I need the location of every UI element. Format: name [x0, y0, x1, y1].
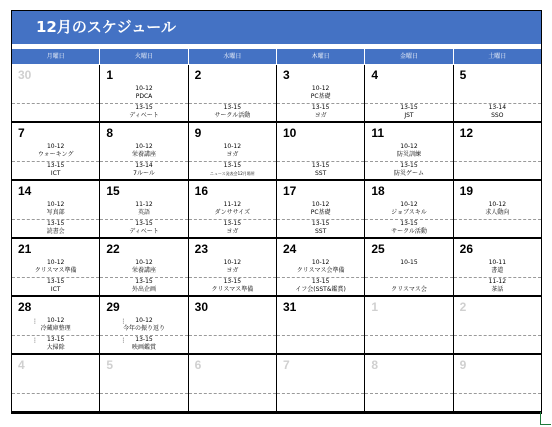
slot-event: ヨガ — [226, 267, 239, 274]
schedule-slot[interactable] — [100, 142, 187, 162]
week-row — [12, 65, 541, 123]
slot-time: 10-12 — [135, 85, 153, 92]
schedule-slot[interactable] — [454, 200, 541, 220]
weekday-header-row — [12, 49, 541, 64]
schedule-slot[interactable] — [12, 335, 99, 354]
schedule-slot[interactable] — [454, 277, 541, 296]
day-cell[interactable] — [100, 65, 188, 123]
schedule-slot[interactable] — [189, 277, 276, 296]
bracket-marker: ⋮ — [120, 337, 127, 344]
schedule-slot[interactable] — [277, 103, 364, 122]
schedule-slot[interactable] — [189, 103, 276, 122]
slot-time: 13-15 — [223, 162, 242, 169]
day-cell[interactable] — [454, 123, 541, 181]
day-cell[interactable] — [365, 355, 453, 413]
slot-time: 10-12 — [488, 201, 507, 208]
day-cell[interactable] — [365, 239, 453, 297]
slot-event: PDCA — [135, 93, 153, 100]
schedule-slot[interactable] — [277, 142, 364, 162]
slot-event: ウォーキング — [37, 151, 74, 158]
slot-time: 11-12 — [223, 201, 242, 208]
day-number: 24 — [282, 242, 297, 256]
day-cell[interactable] — [365, 65, 453, 123]
schedule-slot[interactable] — [100, 219, 187, 238]
slot-event: ヨガ — [226, 228, 239, 235]
day-cell[interactable] — [277, 297, 365, 355]
schedule-slot[interactable] — [454, 84, 541, 104]
slot-time: 10-12 — [311, 85, 330, 92]
day-number: 2 — [194, 68, 202, 82]
day-number: 14 — [18, 184, 32, 198]
schedule-slot[interactable] — [454, 219, 541, 238]
slot-event: 防災ゲーム — [393, 170, 424, 177]
day-number: 12 — [459, 126, 473, 140]
slot-event: 7ルール — [133, 170, 155, 177]
week-row — [12, 297, 541, 355]
slot-event: PC基礎 — [310, 209, 331, 216]
schedule-slot[interactable] — [12, 277, 99, 296]
day-cell[interactable] — [454, 297, 541, 355]
schedule-slot[interactable] — [100, 258, 187, 278]
slot-event: SST — [315, 228, 327, 235]
schedule-slot[interactable] — [365, 277, 452, 296]
week-row — [12, 123, 541, 181]
schedule-slot[interactable] — [454, 393, 541, 412]
slot-event: PC基礎 — [310, 93, 331, 100]
slot-event: サークル活動 — [214, 112, 251, 119]
day-cell[interactable] — [12, 181, 100, 239]
slot-time: 13-15 — [311, 278, 330, 285]
slot-event: ニュース発表会12月場所 — [209, 171, 255, 176]
schedule-slot[interactable] — [365, 258, 452, 278]
slot-time: 10-12 — [46, 317, 65, 324]
day-number: 4 — [18, 358, 25, 372]
day-number: 10 — [282, 126, 297, 140]
schedule-slot[interactable] — [277, 200, 364, 220]
schedule-slot[interactable] — [365, 142, 452, 162]
day-number: 16 — [194, 184, 209, 198]
day-number: 11 — [371, 126, 384, 140]
slot-time: 13-15 — [223, 278, 242, 285]
slot-event: クリスマス準備 — [211, 286, 254, 293]
day-number: 21 — [18, 242, 32, 256]
slot-event: 防災訓練 — [396, 151, 421, 158]
schedule-slot[interactable] — [189, 200, 276, 220]
day-cell[interactable] — [12, 239, 100, 297]
slot-event: 映画鑑賞 — [131, 344, 156, 351]
slot-time: 13-15 — [400, 104, 418, 111]
slot-time: 13-15 — [46, 278, 65, 285]
day-number: 6 — [194, 358, 202, 372]
day-cell[interactable] — [189, 123, 277, 181]
schedule-slot[interactable] — [365, 335, 452, 354]
slot-time: 10-12 — [311, 259, 330, 266]
slot-event: ダンササイズ — [214, 209, 251, 216]
slot-time: 11-12 — [135, 201, 153, 208]
day-cell[interactable] — [100, 355, 188, 413]
day-number: 17 — [282, 184, 297, 198]
schedule-slot[interactable] — [277, 161, 364, 180]
day-cell[interactable] — [277, 355, 365, 413]
slot-event: ヨガ — [314, 112, 327, 119]
weekday-header: 火曜日 — [100, 49, 188, 64]
schedule-slot[interactable] — [365, 219, 452, 238]
schedule-slot[interactable] — [365, 393, 452, 412]
slot-event: ジョブスキル — [391, 209, 427, 216]
slot-event: SST — [315, 170, 327, 177]
schedule-slot[interactable] — [454, 103, 541, 122]
slot-time: 13-15 — [135, 104, 153, 111]
day-number: 26 — [459, 242, 473, 256]
schedule-slot[interactable] — [365, 374, 452, 394]
day-cell[interactable] — [277, 123, 365, 181]
schedule-slot[interactable] — [277, 277, 364, 296]
weekday-header: 金曜日 — [365, 49, 453, 64]
schedule-slot[interactable] — [100, 335, 187, 354]
day-number: 25 — [371, 242, 385, 256]
day-cell[interactable] — [454, 65, 541, 123]
day-number: 29 — [106, 300, 120, 314]
schedule-slot[interactable] — [277, 258, 364, 278]
schedule-slot[interactable] — [100, 200, 187, 220]
day-cell[interactable] — [12, 297, 100, 355]
slot-event: 英語 — [137, 209, 150, 216]
schedule-slot[interactable] — [454, 316, 541, 336]
schedule-slot[interactable] — [12, 393, 99, 412]
slot-event: 大掃除 — [46, 344, 65, 351]
slot-event: ヨガ — [226, 151, 239, 158]
schedule-slot[interactable] — [100, 84, 187, 104]
schedule-slot[interactable] — [365, 103, 452, 122]
slot-event: 求人動向 — [485, 209, 510, 216]
schedule-slot[interactable] — [454, 258, 541, 278]
slot-time: 13-15 — [223, 104, 242, 111]
slot-event: ICT — [50, 170, 61, 177]
slot-event: クリスマス会 — [391, 286, 427, 293]
schedule-slot[interactable] — [100, 103, 187, 122]
slot-event: クリスマス会準備 — [296, 267, 345, 274]
day-cell[interactable] — [277, 65, 365, 123]
day-number: 15 — [106, 184, 120, 198]
day-number: 30 — [18, 68, 32, 82]
weekday-header: 水曜日 — [189, 49, 277, 64]
schedule-slot[interactable] — [189, 142, 276, 162]
slot-event: 栄養講座 — [131, 267, 156, 274]
day-number: 9 — [194, 126, 202, 140]
schedule-slot[interactable] — [277, 84, 364, 104]
slot-time: 10-12 — [46, 201, 65, 208]
schedule-slot[interactable] — [12, 103, 99, 122]
slot-time: 13-15 — [46, 162, 65, 169]
schedule-slot[interactable] — [100, 374, 187, 394]
day-number: 7 — [18, 126, 25, 140]
slot-event: イフ会(SST&鑑賞) — [295, 286, 346, 293]
day-cell[interactable] — [100, 181, 188, 239]
week-row — [12, 239, 541, 297]
slot-event: 今年の振り返り — [122, 325, 165, 332]
slot-time: 13-15 — [223, 220, 242, 227]
slot-event: 茶話 — [491, 286, 504, 293]
calendar-sheet — [11, 10, 542, 414]
schedule-slot[interactable] — [12, 316, 99, 336]
day-cell[interactable] — [454, 239, 541, 297]
day-number: 5 — [459, 68, 467, 82]
slot-event: サークル活動 — [391, 228, 427, 235]
day-cell[interactable] — [365, 123, 453, 181]
slot-time: 10-12 — [135, 259, 153, 266]
slot-time: 10-12 — [46, 259, 65, 266]
day-number: 5 — [106, 358, 114, 372]
slot-time: 10-12 — [311, 201, 330, 208]
schedule-slot[interactable] — [12, 219, 99, 238]
day-cell[interactable] — [100, 123, 188, 181]
weekday-header: 木曜日 — [277, 49, 365, 64]
slot-time: 13-15 — [311, 104, 330, 111]
slot-event: 外出企画 — [131, 286, 156, 293]
slot-event: 冷蔵庫整理 — [40, 325, 71, 332]
schedule-slot[interactable] — [189, 258, 276, 278]
day-number: 1 — [371, 300, 378, 314]
schedule-slot[interactable] — [189, 84, 276, 104]
day-cell[interactable] — [454, 355, 541, 413]
slot-time: 13-15 — [135, 220, 153, 227]
selection-corner-marker — [540, 412, 551, 425]
schedule-slot[interactable] — [189, 161, 276, 180]
slot-time: 10-12 — [46, 143, 65, 150]
day-cell[interactable] — [189, 355, 277, 413]
day-cell[interactable] — [365, 181, 453, 239]
schedule-slot[interactable] — [454, 374, 541, 394]
schedule-slot[interactable] — [12, 84, 99, 104]
slot-event: ICT — [50, 286, 61, 293]
schedule-slot[interactable] — [365, 200, 452, 220]
slot-time: 10-15 — [400, 259, 418, 266]
schedule-slot[interactable] — [189, 393, 276, 412]
schedule-slot[interactable] — [454, 142, 541, 162]
slot-time: 13-15 — [46, 336, 65, 343]
day-number: 8 — [371, 358, 378, 372]
day-number: 31 — [282, 300, 297, 314]
day-cell[interactable] — [100, 239, 188, 297]
slot-time: 13-15 — [311, 162, 330, 169]
slot-time: 10-12 — [223, 259, 242, 266]
schedule-slot[interactable] — [12, 374, 99, 394]
schedule-slot[interactable] — [100, 277, 187, 296]
day-cell[interactable] — [277, 239, 365, 297]
slot-event: SSO — [491, 112, 504, 119]
week-row — [12, 355, 541, 413]
slot-time: 13-14 — [135, 162, 153, 169]
bracket-marker: ⋮ — [32, 337, 38, 344]
schedule-slot[interactable] — [100, 161, 187, 180]
slot-event: ディベート — [129, 228, 159, 235]
day-number: 7 — [282, 358, 290, 372]
schedule-slot[interactable] — [12, 200, 99, 220]
slot-time: 10-12 — [223, 143, 242, 150]
day-number: 18 — [371, 184, 385, 198]
weekday-header: 月曜日 — [12, 49, 100, 64]
day-cell[interactable] — [189, 239, 277, 297]
day-number: 2 — [459, 300, 467, 314]
day-cell[interactable] — [454, 181, 541, 239]
slot-time: 11-12 — [488, 278, 507, 285]
slot-event: 写真部 — [46, 209, 65, 216]
slot-time: 13-14 — [488, 104, 507, 111]
schedule-slot[interactable] — [100, 316, 187, 336]
day-cell[interactable] — [100, 297, 188, 355]
slot-event: クリスマス準備 — [34, 267, 77, 274]
schedule-slot[interactable] — [100, 393, 187, 412]
schedule-slot[interactable] — [365, 84, 452, 104]
slot-event: JST — [404, 112, 414, 119]
schedule-slot[interactable] — [12, 142, 99, 162]
day-cell[interactable] — [189, 297, 277, 355]
day-number: 19 — [459, 184, 473, 198]
day-cell[interactable] — [277, 181, 365, 239]
schedule-slot[interactable] — [189, 335, 276, 354]
schedule-slot[interactable] — [365, 316, 452, 336]
day-number: 28 — [18, 300, 32, 314]
schedule-slot[interactable] — [277, 219, 364, 238]
schedule-slot[interactable] — [277, 316, 364, 336]
slot-time: 10-12 — [135, 143, 153, 150]
calendar-grid — [12, 65, 541, 413]
slot-time: 13-15 — [46, 220, 65, 227]
day-cell[interactable] — [12, 65, 100, 123]
day-cell[interactable] — [189, 181, 277, 239]
slot-event: 栄養講座 — [131, 151, 156, 158]
schedule-slot[interactable] — [277, 335, 364, 354]
slot-time: 13-15 — [311, 220, 330, 227]
slot-time: 13-15 — [400, 162, 418, 169]
bracket-marker: ⋮ — [32, 318, 38, 325]
slot-time: 13-15 — [400, 220, 418, 227]
schedule-slot[interactable] — [277, 393, 364, 412]
slot-time: 10-12 — [135, 317, 153, 324]
schedule-slot[interactable] — [365, 161, 452, 180]
slot-event: 読書会 — [46, 228, 65, 235]
day-cell[interactable] — [365, 297, 453, 355]
day-cell[interactable] — [12, 355, 100, 413]
schedule-slot[interactable] — [12, 258, 99, 278]
slot-time: 13-15 — [135, 278, 153, 285]
slot-time: 10-12 — [400, 143, 418, 150]
bracket-marker: ⋮ — [120, 318, 127, 325]
slot-event: ディベート — [129, 112, 159, 119]
day-number: 22 — [106, 242, 120, 256]
schedule-slot[interactable] — [277, 374, 364, 394]
day-number: 4 — [371, 68, 378, 82]
weekday-header: 土曜日 — [488, 53, 507, 60]
day-number: 8 — [106, 126, 114, 140]
day-cell[interactable] — [189, 65, 277, 123]
day-number: 1 — [106, 68, 114, 82]
week-row — [12, 181, 541, 239]
day-cell[interactable] — [12, 123, 100, 181]
schedule-slot[interactable] — [189, 374, 276, 394]
schedule-slot[interactable] — [454, 161, 541, 180]
schedule-slot[interactable] — [189, 316, 276, 336]
schedule-slot[interactable] — [454, 335, 541, 354]
schedule-slot[interactable] — [12, 161, 99, 180]
slot-time: 13-15 — [135, 336, 153, 343]
slot-time: 10-11 — [488, 259, 507, 266]
schedule-slot[interactable] — [189, 219, 276, 238]
slot-time: 10-12 — [400, 201, 418, 208]
day-number: 23 — [194, 242, 209, 256]
slot-event: 書道 — [491, 267, 504, 274]
day-number: 9 — [459, 358, 467, 372]
day-number: 3 — [282, 68, 290, 82]
day-number: 30 — [194, 300, 209, 314]
calendar-title: 12月のスケジュール — [12, 11, 541, 44]
